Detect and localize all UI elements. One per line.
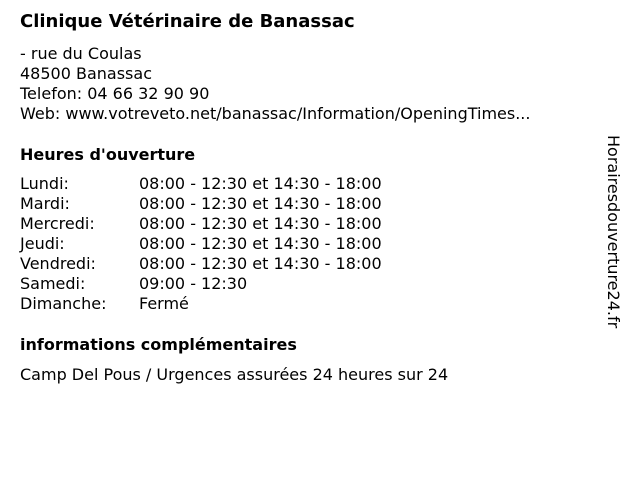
hours-row-lundi bbox=[20, 174, 440, 194]
hours-day: Samedi: bbox=[20, 274, 86, 293]
hours-time: 08:00 - 12:30 et 14:30 - 18:00 bbox=[139, 194, 382, 213]
address-web: Web: www.votreveto.net/banassac/Information/OpeningTimes... bbox=[20, 104, 531, 123]
hours-row-jeudi bbox=[20, 234, 440, 254]
site-watermark: Horairesdouverture24.fr bbox=[604, 135, 623, 329]
address-city: 48500 Banassac bbox=[20, 64, 152, 83]
hours-time: 08:00 - 12:30 et 14:30 - 18:00 bbox=[139, 254, 382, 273]
hours-row-mercredi bbox=[20, 214, 440, 234]
hours-day: Vendredi: bbox=[20, 254, 96, 273]
hours-day: Lundi: bbox=[20, 174, 69, 193]
hours-table bbox=[20, 174, 440, 314]
hours-heading: Heures d'ouverture bbox=[20, 145, 196, 164]
hours-row-samedi bbox=[20, 274, 440, 294]
hours-time: 08:00 - 12:30 et 14:30 - 18:00 bbox=[139, 234, 382, 253]
hours-row-dimanche bbox=[20, 294, 440, 314]
hours-row-mardi bbox=[20, 194, 440, 214]
info-text: Camp Del Pous / Urgences assurées 24 heures sur 24 bbox=[20, 365, 449, 384]
info-heading: informations complémentaires bbox=[20, 335, 297, 354]
address-block bbox=[20, 44, 530, 124]
hours-day: Mardi: bbox=[20, 194, 70, 213]
hours-day: Mercredi: bbox=[20, 214, 95, 233]
address-phone: Telefon: 04 66 32 90 90 bbox=[20, 84, 210, 103]
hours-day: Jeudi: bbox=[20, 234, 65, 253]
hours-time: Fermé bbox=[139, 294, 189, 313]
hours-time: 08:00 - 12:30 et 14:30 - 18:00 bbox=[139, 214, 382, 233]
address-street: - rue du Coulas bbox=[20, 44, 142, 63]
page-title: Clinique Vétérinaire de Banassac bbox=[20, 11, 355, 32]
hours-time: 09:00 - 12:30 bbox=[139, 274, 248, 293]
hours-row-vendredi bbox=[20, 254, 440, 274]
hours-day: Dimanche: bbox=[20, 294, 107, 313]
hours-time: 08:00 - 12:30 et 14:30 - 18:00 bbox=[139, 174, 382, 193]
